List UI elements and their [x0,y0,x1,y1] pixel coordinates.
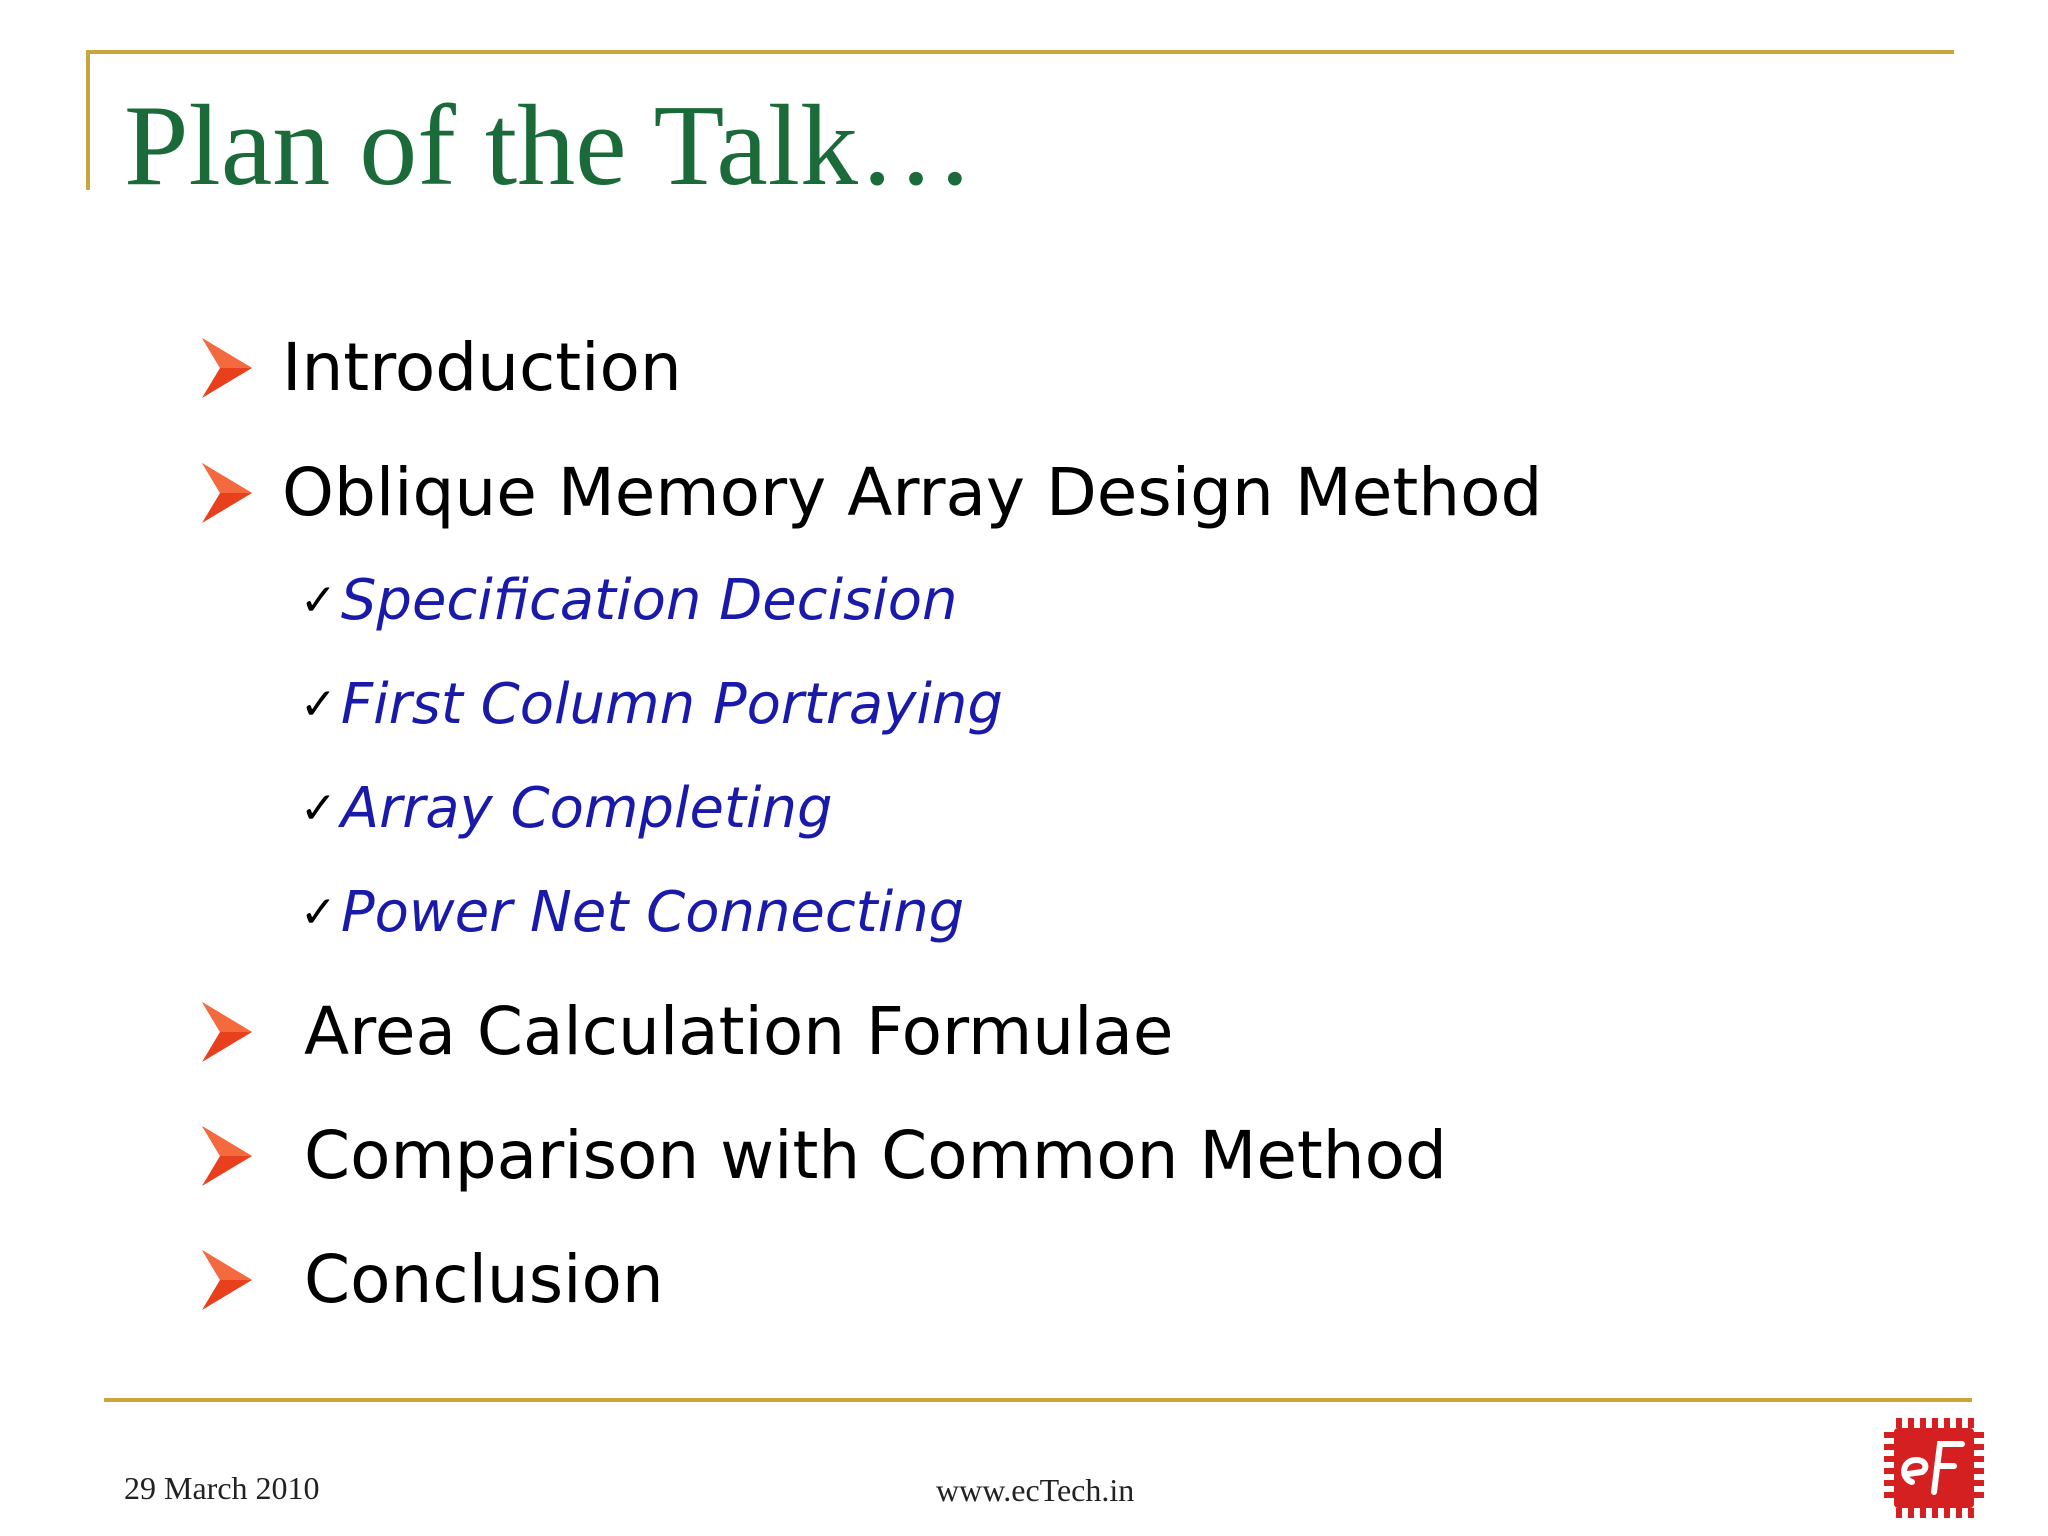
sub-bullet-text: Array Completing [340,776,833,841]
top-rule [86,50,1954,54]
bullet-text: Area Calculation Formulae [304,993,1174,1070]
arrowhead-bullet-icon [198,1000,254,1064]
checkmark-icon: ✓ [300,575,337,626]
sub-bullet-item [300,878,964,948]
arrowhead-bullet-icon [198,1124,254,1188]
checkmark-icon: ✓ [300,887,337,938]
bullet-item [198,453,1542,533]
bullet-text: Comparison with Common Method [304,1117,1447,1194]
bottom-rule [104,1398,1972,1402]
bullet-item [198,1240,664,1320]
ectech-chip-logo [1882,1416,1986,1520]
footer-url: www.ecTech.in [936,1472,1135,1508]
left-rule [86,50,90,190]
bullet-item [198,1116,1447,1196]
sub-bullet-item [300,566,958,636]
checkmark-icon: ✓ [300,783,337,834]
sub-bullet-item [300,670,1003,740]
bullet-text: Oblique Memory Array Design Method [282,454,1543,531]
arrowhead-bullet-icon [198,461,254,525]
sub-bullet-text: Specification Decision [340,568,958,633]
arrowhead-bullet-icon [198,336,254,400]
sub-bullet-item [300,774,833,844]
bullet-text: Introduction [282,329,682,406]
arrowhead-bullet-icon [198,1248,254,1312]
bullet-item [198,328,682,408]
slide-title: Plan of the Talk… [124,82,974,210]
checkmark-icon: ✓ [300,679,337,730]
footer-date: 29 March 2010 [124,1470,320,1506]
sub-bullet-text: First Column Portraying [340,672,1003,737]
sub-bullet-text: Power Net Connecting [340,880,965,945]
bullet-text: Conclusion [304,1241,664,1318]
bullet-item [198,992,1174,1072]
